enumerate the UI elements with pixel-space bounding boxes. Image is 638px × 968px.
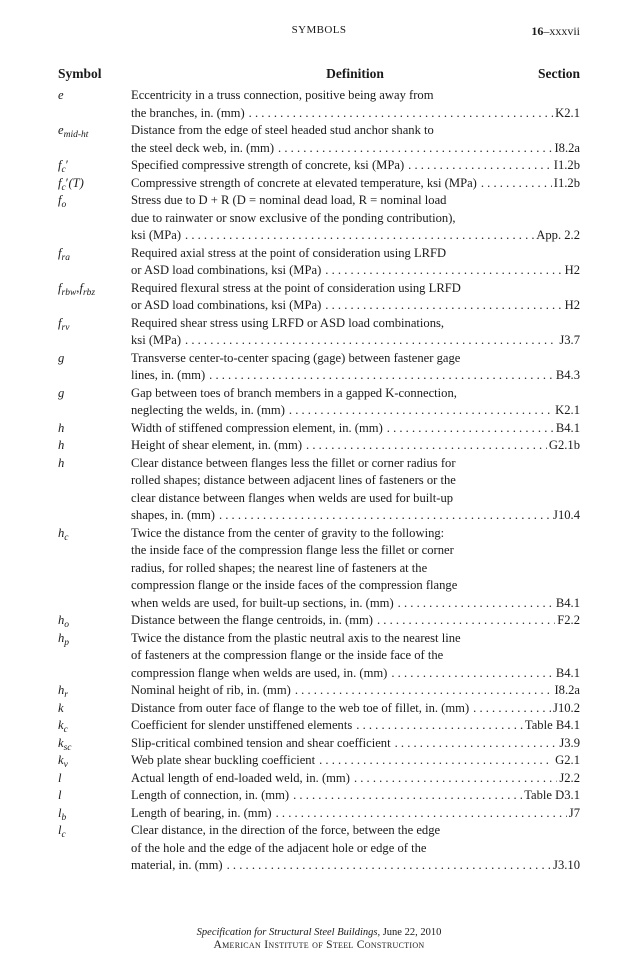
- section-reference: B4.3: [555, 368, 580, 382]
- symbol-entry: [58, 752, 580, 770]
- symbol-letter: f: [58, 280, 62, 295]
- definition-line: shapes, in. (mm): [131, 508, 215, 522]
- symbol-cell: [58, 437, 131, 455]
- symbol-cell: [58, 630, 131, 683]
- symbol-letter: f: [58, 245, 62, 260]
- definition-line: lines, in. (mm): [131, 368, 206, 382]
- symbol-subscript: c: [61, 165, 66, 175]
- symbol-entry: [58, 805, 580, 823]
- symbol-cell: [58, 350, 131, 385]
- symbol-entry: [58, 315, 580, 350]
- definition-line: Eccentricity in a truss connection, positive being away from: [131, 88, 434, 102]
- definition-cell: [131, 280, 580, 315]
- section-reference: K2.1: [555, 105, 580, 120]
- definition-last-line: [131, 665, 580, 683]
- section-reference: I1.2b: [553, 175, 580, 190]
- dot-leader: [321, 297, 562, 315]
- definition-line: rolled shapes; distance between adjacent lines of fasteners or the: [131, 473, 456, 487]
- definition-line: clear distance between flanges when welds are used for built-up: [131, 490, 454, 505]
- symbol-letter: h: [58, 683, 65, 697]
- symbol-letter: h: [58, 525, 65, 540]
- footer-date: June 22, 2010: [382, 927, 442, 938]
- dot-leader: [383, 420, 554, 438]
- page-footer: [0, 926, 638, 952]
- definition-last-line: [131, 595, 580, 613]
- symbol-letter: k: [58, 753, 64, 767]
- symbol-cell: [58, 315, 131, 350]
- definition-cell: [131, 822, 580, 875]
- symbol-letter: h: [58, 420, 65, 435]
- dot-leader: [469, 700, 551, 718]
- symbol-letter: e: [58, 123, 64, 137]
- section-reference: I1.2b: [553, 158, 580, 172]
- definition-line: Actual length of end-loaded weld, in. (mm): [131, 770, 350, 785]
- definition-line: of the hole and the edge of the adjacent hole or edge of the: [131, 840, 427, 855]
- definition-line: due to rainwater or snow exclusive of the ponding contribution),: [131, 210, 456, 225]
- section-reference: B4.1: [555, 665, 580, 680]
- symbol-cell: [58, 752, 131, 770]
- symbol-letter: f: [79, 280, 83, 295]
- symbol-entry: [58, 717, 580, 735]
- dot-leader: [321, 262, 562, 280]
- section-reference: B4.1: [555, 420, 580, 435]
- symbol-subscript: rbw: [61, 287, 77, 298]
- definition-cell: [131, 175, 580, 193]
- symbol-entry: [58, 437, 580, 455]
- definition-cell: [131, 315, 580, 350]
- symbol-entry: [58, 245, 580, 280]
- symbol-letter: l: [58, 770, 62, 785]
- symbol-entry: [58, 787, 580, 805]
- symbol-subscript: mid-ht: [63, 130, 89, 140]
- column-header-symbol: Symbol: [58, 66, 102, 81]
- dot-leader: [181, 227, 534, 245]
- definition-line: ksi (MPa): [131, 228, 182, 242]
- definition-cell: [131, 350, 580, 385]
- definition-last-line: [131, 297, 580, 315]
- section-reference: H2: [564, 263, 580, 277]
- symbol-cell: [58, 280, 131, 315]
- definition-last-line: [131, 717, 580, 735]
- definition-cell: [131, 122, 580, 157]
- dot-leader: [181, 332, 557, 350]
- definition-line: Clear distance, in the direction of the force, between the edge: [131, 823, 441, 837]
- symbol-entry: [58, 455, 580, 525]
- definition-line: radius, for rolled shapes; the nearest line of fasteners at the: [131, 560, 428, 575]
- section-reference: Table D3.1: [524, 788, 580, 802]
- symbol-entry: [58, 350, 580, 385]
- definition-last-line: [131, 227, 580, 245]
- section-reference: J3.9: [559, 735, 580, 750]
- definition-line: neglecting the welds, in. (mm): [131, 403, 285, 417]
- definition-cell: [131, 752, 580, 770]
- definition-last-line: [131, 420, 580, 438]
- definition-last-line: [131, 437, 580, 455]
- definition-line: Length of connection, in. (mm): [131, 788, 290, 802]
- definition-last-line: [131, 140, 580, 158]
- symbol-subscript: c: [64, 532, 69, 543]
- symbol-cell: [58, 805, 131, 823]
- dot-leader: [272, 805, 567, 823]
- symbol-subscript: o: [64, 620, 70, 630]
- definition-last-line: [131, 507, 580, 525]
- dot-leader: [404, 157, 552, 175]
- symbol-letter: e: [58, 88, 64, 102]
- symbol-subscript: rbz: [82, 287, 96, 298]
- definition-cell: [131, 770, 580, 788]
- symbol-subscript: sc: [63, 742, 72, 753]
- dot-leader: [352, 717, 523, 735]
- symbol-cell: [58, 385, 131, 420]
- section-reference: J10.4: [553, 508, 580, 522]
- section-reference: J3.10: [553, 858, 580, 872]
- symbol-letter: l: [58, 788, 62, 802]
- page-number-chapter: 16: [531, 24, 544, 38]
- definition-line: Twice the distance from the plastic neutral axis to the nearest line: [131, 630, 461, 645]
- definition-line: material, in. (mm): [131, 858, 223, 872]
- definition-last-line: [131, 735, 580, 753]
- definition-line: Required flexural stress at the point of consideration using LRFD: [131, 280, 461, 295]
- symbol-entry: [58, 700, 580, 718]
- definition-line: Compressive strength of concrete at elevated temperature, ksi (MPa): [131, 175, 477, 190]
- dot-leader: [477, 175, 552, 193]
- definition-cell: [131, 455, 580, 525]
- symbol-cell: [58, 87, 131, 122]
- dot-leader: [289, 787, 522, 805]
- symbol-subscript: v: [63, 760, 68, 770]
- definition-line: Distance from the edge of steel headed stud anchor shank to: [131, 123, 434, 137]
- symbol-letter: h: [58, 455, 65, 470]
- running-head-title: SYMBOLS: [291, 24, 347, 36]
- definition-cell: [131, 87, 580, 122]
- symbol-letter: l: [58, 823, 62, 837]
- symbol-letter: h: [58, 438, 65, 452]
- page-number-suffix: –xxxvii: [543, 24, 580, 38]
- section-reference: F2.2: [557, 613, 580, 627]
- symbol-prime: ′: [65, 158, 69, 172]
- symbol-entry: [58, 157, 580, 175]
- symbol-cell: [58, 525, 131, 613]
- definition-line: Clear distance between flanges less the fillet or corner radius for: [131, 455, 456, 470]
- definition-line: Web plate shear buckling coefficient: [131, 753, 316, 767]
- definition-last-line: [131, 262, 580, 280]
- symbol-letter: h: [58, 630, 65, 645]
- symbol-letter: k: [58, 700, 64, 715]
- definition-last-line: [131, 787, 580, 805]
- definition-cell: [131, 437, 580, 455]
- symbol-letter: k: [58, 718, 64, 732]
- definition-cell: [131, 245, 580, 280]
- symbol-entry: [58, 735, 580, 753]
- symbol-letter: f: [58, 315, 62, 330]
- definition-cell: [131, 735, 580, 753]
- column-header-definition: Definition: [326, 66, 384, 81]
- symbol-subscript: ra: [61, 252, 70, 263]
- dot-leader: [302, 437, 547, 455]
- section-reference: App. 2.2: [536, 228, 580, 242]
- symbol-cell: [58, 157, 131, 175]
- symbol-entry: [58, 175, 580, 193]
- dot-leader: [350, 770, 557, 788]
- dot-leader: [291, 682, 553, 700]
- definition-last-line: [131, 367, 580, 385]
- definition-last-line: [131, 612, 580, 630]
- footer-organization: American Institute of Steel Construction: [213, 939, 425, 951]
- definition-line: compression flange or the inside faces of the compression flange: [131, 578, 458, 592]
- symbol-entry: [58, 612, 580, 630]
- definition-cell: [131, 805, 580, 823]
- symbol-cell: [58, 787, 131, 805]
- symbol-entry: [58, 280, 580, 315]
- definition-cell: [131, 385, 580, 420]
- definition-line: Twice the distance from the center of gravity to the following:: [131, 525, 445, 540]
- section-reference: G2.1b: [548, 438, 580, 452]
- symbol-letter: f: [58, 193, 62, 207]
- section-reference: J2.2: [559, 770, 580, 785]
- definition-last-line: [131, 857, 580, 875]
- definition-last-line: [131, 700, 580, 718]
- symbol-subscript: o: [61, 200, 67, 210]
- definition-line: the steel deck web, in. (mm): [131, 140, 275, 155]
- symbol-subscript: c: [61, 830, 66, 840]
- definition-line: or ASD load combinations, ksi (MPa): [131, 298, 322, 312]
- symbol-letter: f: [58, 175, 62, 190]
- definition-cell: [131, 682, 580, 700]
- symbol-entry: [58, 822, 580, 875]
- definition-line: when welds are used, for built-up sections, in. (mm): [131, 595, 394, 610]
- definition-line: Transverse center-to-center spacing (gage) between fastener gage: [131, 350, 461, 365]
- definition-last-line: [131, 105, 580, 123]
- definition-line: Required axial stress at the point of consideration using LRFD: [131, 245, 447, 260]
- section-reference: I8.2a: [554, 140, 580, 155]
- symbol-subscript: rv: [61, 322, 70, 333]
- symbol-entry: [58, 87, 580, 122]
- definition-line: Specified compressive strength of concrete, ksi (MPa): [131, 158, 405, 172]
- section-reference: J3.7: [559, 333, 580, 347]
- definition-cell: [131, 525, 580, 613]
- symbol-letter: g: [58, 350, 65, 365]
- dot-leader: [274, 140, 552, 158]
- symbol-cell: [58, 682, 131, 700]
- definition-last-line: [131, 175, 580, 193]
- symbol-cell: [58, 245, 131, 280]
- definition-line: ksi (MPa): [131, 333, 182, 347]
- definition-cell: [131, 157, 580, 175]
- symbol-cell: [58, 455, 131, 525]
- definition-line: Slip-critical combined tension and shear coefficient: [131, 735, 391, 750]
- definition-line: Height of shear element, in. (mm): [131, 438, 303, 452]
- definition-cell: [131, 612, 580, 630]
- symbol-cell: [58, 612, 131, 630]
- page-number: [531, 24, 580, 39]
- dot-leader: [245, 105, 553, 123]
- symbol-cell: [58, 122, 131, 157]
- symbol-letter: k: [58, 735, 64, 750]
- definition-line: Stress due to D + R (D = nominal dead load, R = nominal load: [131, 193, 447, 207]
- definition-line: Nominal height of rib, in. (mm): [131, 683, 291, 697]
- definition-line: Width of stiffened compression element, in. (mm): [131, 420, 383, 435]
- symbol-prime: ′: [65, 175, 69, 190]
- symbol-subscript: b: [61, 812, 67, 823]
- definition-line: compression flange when welds are used, in. (mm): [131, 665, 388, 680]
- symbol-entry: [58, 630, 580, 683]
- section-reference: B4.1: [555, 595, 580, 610]
- definition-line: Gap between toes of branch members in a gapped K-connection,: [131, 385, 457, 400]
- definition-last-line: [131, 752, 580, 770]
- section-reference: H2: [564, 298, 580, 312]
- section-reference: G2.1: [555, 753, 580, 767]
- definition-last-line: [131, 805, 580, 823]
- definition-cell: [131, 700, 580, 718]
- symbol-cell: [58, 735, 131, 753]
- symbol-letter: h: [58, 613, 65, 627]
- definition-cell: [131, 717, 580, 735]
- definition-line: Distance from outer face of flange to the web toe of fillet, in. (mm): [131, 700, 470, 715]
- symbol-subscript: p: [64, 637, 70, 648]
- dot-leader: [285, 402, 553, 420]
- footer-publication-title: Specification for Structural Steel Buildings,: [196, 927, 381, 938]
- symbol-list: [58, 87, 580, 875]
- definition-last-line: [131, 332, 580, 350]
- symbol-entry: [58, 682, 580, 700]
- symbol-entry: [58, 385, 580, 420]
- section-reference: I8.2a: [554, 683, 580, 697]
- symbol-separator: ,: [76, 280, 80, 295]
- symbol-cell: [58, 192, 131, 245]
- dot-leader: [387, 665, 553, 683]
- section-reference: J7: [568, 805, 580, 820]
- definition-cell: [131, 787, 580, 805]
- symbol-entry: [58, 525, 580, 613]
- symbol-cell: [58, 717, 131, 735]
- dot-leader: [205, 367, 554, 385]
- definition-cell: [131, 630, 580, 683]
- symbol-letter: l: [58, 805, 62, 820]
- symbol-entry: [58, 192, 580, 245]
- definition-last-line: [131, 157, 580, 175]
- symbol-cell: [58, 822, 131, 875]
- symbol-letter: g: [58, 385, 65, 400]
- definition-cell: [131, 420, 580, 438]
- dot-leader: [391, 735, 558, 753]
- dot-leader: [215, 507, 551, 525]
- section-reference: K2.1: [555, 403, 580, 417]
- symbol-entry: [58, 420, 580, 438]
- symbol-cell: [58, 700, 131, 718]
- definition-line: the branches, in. (mm): [131, 105, 245, 120]
- footer-publication: [0, 926, 638, 939]
- column-headers: [58, 66, 580, 86]
- symbol-subscript: c: [63, 725, 68, 735]
- symbol-entry: [58, 770, 580, 788]
- symbol-cell: [58, 175, 131, 193]
- definition-line: Required shear stress using LRFD or ASD load combinations,: [131, 315, 445, 330]
- dot-leader: [394, 595, 554, 613]
- symbol-cell: [58, 770, 131, 788]
- symbol-letter: f: [58, 158, 62, 172]
- definition-line: of fasteners at the compression flange or the inside face of the: [131, 648, 444, 662]
- definition-last-line: [131, 770, 580, 788]
- definition-last-line: [131, 402, 580, 420]
- dot-leader: [223, 857, 551, 875]
- symbol-subscript: c: [61, 182, 66, 193]
- definition-line: Length of bearing, in. (mm): [131, 805, 272, 820]
- column-header-section: Section: [538, 66, 580, 81]
- symbol-suffix: (T): [68, 175, 84, 190]
- definition-last-line: [131, 682, 580, 700]
- definition-line: the inside face of the compression flange less the fillet or corner: [131, 543, 454, 557]
- definition-line: Distance between the flange centroids, in. (mm): [131, 613, 373, 627]
- symbol-cell: [58, 420, 131, 438]
- definition-cell: [131, 192, 580, 245]
- definition-line: Coefficient for slender unstiffened elements: [131, 718, 353, 732]
- section-reference: J10.2: [553, 700, 580, 715]
- symbol-entry: [58, 122, 580, 157]
- running-head: [58, 24, 580, 40]
- dot-leader: [373, 612, 555, 630]
- symbol-subscript: r: [64, 690, 68, 700]
- definition-line: or ASD load combinations, ksi (MPa): [131, 263, 322, 277]
- section-reference: Table B4.1: [524, 718, 580, 732]
- dot-leader: [315, 752, 553, 770]
